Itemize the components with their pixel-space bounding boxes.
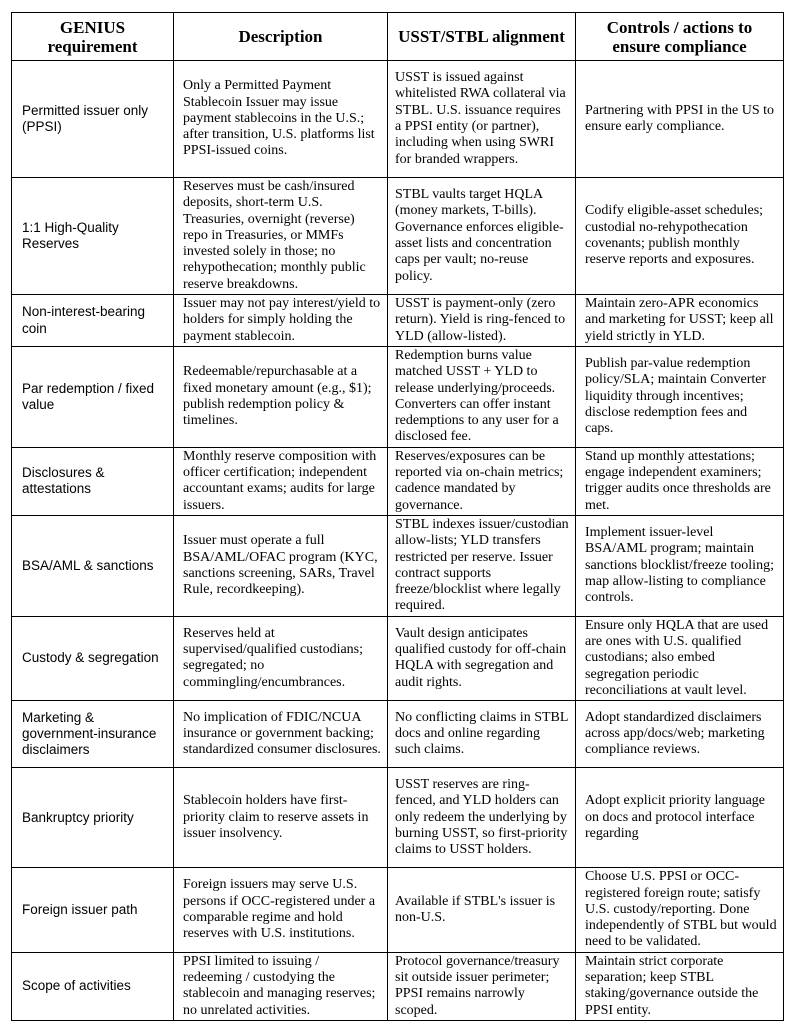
alignment-cell: Redemption burns value matched USST + YLD to release underlying/proceeds. Converters can offer instant redemptions to any user for a disclosed fee. <box>388 346 576 447</box>
requirement-cell: Marketing & government-insurance disclaimers <box>12 701 174 768</box>
alignment-cell: No conflicting claims in STBL docs and online regarding such claims. <box>388 701 576 768</box>
description-cell: Only a Permitted Payment Stablecoin Issuer may issue payment stablecoins in the U.S.; after transition, U.S. platforms list PPSI-issued coins. <box>174 61 388 178</box>
requirement-cell: Non-interest-bearing coin <box>12 295 174 347</box>
description-cell: PPSI limited to issuing / redeeming / custodying the stablecoin and managing reserves; no unrelated activities. <box>174 952 388 1020</box>
description-cell: Issuer must operate a full BSA/AML/OFAC program (KYC, sanctions screening, SARs, Travel Rule, recordkeeping). <box>174 515 388 616</box>
table-row <box>12 346 784 447</box>
table-row <box>12 701 784 768</box>
header-controls: Controls / actions to ensure compliance <box>576 13 784 61</box>
requirement-cell: Scope of activities <box>12 952 174 1020</box>
requirement-cell: BSA/AML & sanctions <box>12 515 174 616</box>
requirement-cell: Disclosures & attestations <box>12 447 174 515</box>
controls-cell: Maintain strict corporate separation; keep STBL staking/governance outside the PPSI entity. <box>576 952 784 1020</box>
requirement-cell: Par redemption / fixed value <box>12 346 174 447</box>
alignment-cell: Vault design anticipates qualified custody for off-chain HQLA with segregation and audit rights. <box>388 616 576 700</box>
controls-cell: Stand up monthly attestations; engage independent examiners; trigger audits once thresholds are met. <box>576 447 784 515</box>
alignment-cell: USST is payment-only (zero return). Yield is ring-fenced to YLD (allow-listed). <box>388 295 576 347</box>
alignment-cell: USST reserves are ring-fenced, and YLD holders can only redeem the underlying by burning USST, so first-priority claims to USST holders. <box>388 768 576 868</box>
requirement-cell: Custody & segregation <box>12 616 174 700</box>
header-row <box>12 13 784 61</box>
table-row <box>12 868 784 952</box>
description-cell: Reserves must be cash/insured deposits, short-term U.S. Treasuries, overnight (reverse) repo in Treasuries, or MMFs invested solely in those; no rehypothecation; monthly public reserve breakdowns. <box>174 178 388 295</box>
controls-cell: Choose U.S. PPSI or OCC-registered foreign route; satisfy U.S. custody/reporting. Done independently of STBL but would need to be validated. <box>576 868 784 952</box>
alignment-cell: Protocol governance/treasury sit outside issuer perimeter; PPSI remains narrowly scoped. <box>388 952 576 1020</box>
header-description: Description <box>174 13 388 61</box>
controls-cell: Ensure only HQLA that are used are ones with U.S. qualified custodians; also embed segregation periodic reconciliations at vault level. <box>576 616 784 700</box>
table-row <box>12 61 784 178</box>
controls-cell: Maintain zero-APR economics and marketing for USST; keep all yield strictly in YLD. <box>576 295 784 347</box>
table-header <box>12 13 784 61</box>
controls-cell: Partnering with PPSI in the US to ensure early compliance. <box>576 61 784 178</box>
header-requirement: GENIUS requirement <box>12 13 174 61</box>
alignment-cell: STBL indexes issuer/custodian allow-lists; YLD transfers restricted per reserve. Issuer contract supports freeze/blocklist where legally required. <box>388 515 576 616</box>
table-row <box>12 768 784 868</box>
controls-cell: Publish par-value redemption policy/SLA; maintain Converter liquidity through incentives; disclose redemption fees and caps. <box>576 346 784 447</box>
table-row <box>12 616 784 700</box>
controls-cell: Codify eligible-asset schedules; custodial no-rehypothecation covenants; publish monthly reserve reports and exposures. <box>576 178 784 295</box>
table-row <box>12 295 784 347</box>
table-row <box>12 178 784 295</box>
alignment-cell: STBL vaults target HQLA (money markets, T-bills). Governance enforces eligible-asset lists and concentration caps per vault; no-reuse policy. <box>388 178 576 295</box>
description-cell: Foreign issuers may serve U.S. persons if OCC-registered under a comparable regime and hold reserves with U.S. institutions. <box>174 868 388 952</box>
description-cell: Issuer may not pay interest/yield to holders for simply holding the payment stablecoin. <box>174 295 388 347</box>
table-row <box>12 515 784 616</box>
requirement-cell: Permitted issuer only (PPSI) <box>12 61 174 178</box>
table-body <box>12 61 784 1021</box>
alignment-cell: Available if STBL's issuer is non-U.S. <box>388 868 576 952</box>
table-row <box>12 447 784 515</box>
header-alignment: USST/STBL alignment <box>388 13 576 61</box>
genius-compliance-table <box>11 12 784 1021</box>
controls-cell: Implement issuer-level BSA/AML program; maintain sanctions blocklist/freeze tooling; map allow-listing to compliance controls. <box>576 515 784 616</box>
description-cell: Stablecoin holders have first-priority claim to reserve assets in issuer insolvency. <box>174 768 388 868</box>
description-cell: Monthly reserve composition with officer certification; independent accountant exams; audits for large issuers. <box>174 447 388 515</box>
requirement-cell: 1:1 High-Quality Reserves <box>12 178 174 295</box>
description-cell: No implication of FDIC/NCUA insurance or government backing; standardized consumer disclosures. <box>174 701 388 768</box>
alignment-cell: Reserves/exposures can be reported via on-chain metrics; cadence mandated by governance. <box>388 447 576 515</box>
description-cell: Redeemable/repurchasable at a fixed monetary amount (e.g., $1); publish redemption policy & timelines. <box>174 346 388 447</box>
controls-cell: Adopt explicit priority language on docs and protocol interface regarding <box>576 768 784 868</box>
alignment-cell: USST is issued against whitelisted RWA collateral via STBL. U.S. issuance requires a PPSI entity (or partner), including when using SWRI for branded wrappers. <box>388 61 576 178</box>
controls-cell: Adopt standardized disclaimers across app/docs/web; marketing compliance reviews. <box>576 701 784 768</box>
requirement-cell: Foreign issuer path <box>12 868 174 952</box>
requirement-cell: Bankruptcy priority <box>12 768 174 868</box>
description-cell: Reserves held at supervised/qualified custodians; segregated; no commingling/encumbrances. <box>174 616 388 700</box>
table-row <box>12 952 784 1020</box>
